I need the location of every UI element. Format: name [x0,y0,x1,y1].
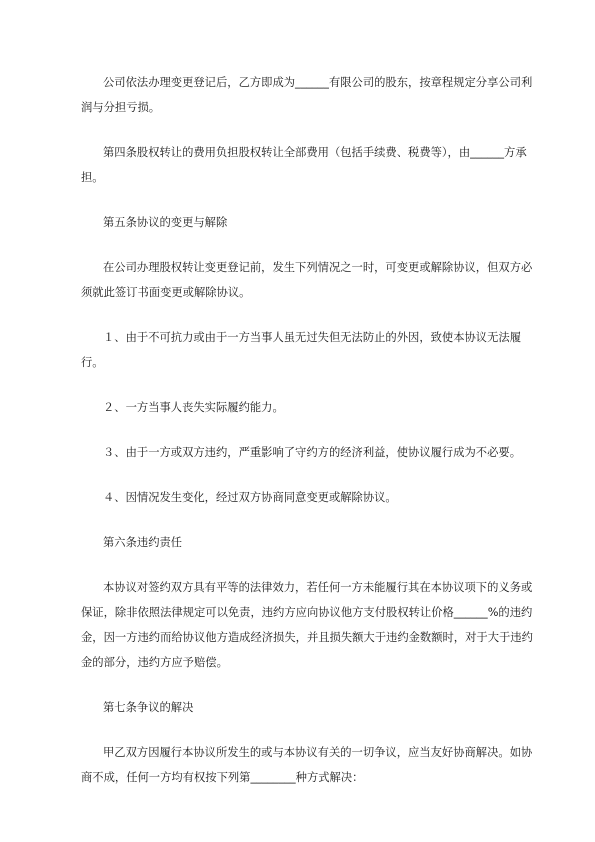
paragraph-shareholder-registration: 公司依法办理变更登记后，乙方即成为______有限公司的股东，按章程规定分享公司利润与分担亏损。 [81,76,533,114]
heading-article-7: 第七条争议的解决 [103,701,194,714]
list-item-2: ２、一方当事人丧失实际履约能力。 [103,401,284,414]
list-item-3: ３、由于一方或双方违约，严重影响了守约方的经济利益，使协议履行成为不必要。 [103,446,521,459]
paragraph-article-6-liability: 本协议对签约双方具有平等的法律效力，若任何一方未能履行其在本协议项下的义务或保证，除非依照法律规定可以免责，违约方应向协议他方支付股权转让价格______%的违约金，因一方违约而给协议他方造成经济损失，并且损失额大于违约金数额时，对于大于违约金的部分，违约方应予赔偿。 [81,581,533,669]
heading-article-5: 第五条协议的变更与解除 [103,216,228,229]
list-item-4: ４、因情况发生变化，经过双方协商同意变更或解除协议。 [103,491,397,504]
list-item-1: １、由于不可抗力或由于一方当事人虽无过失但无法防止的外因，致使本协议无法履行。 [81,331,521,369]
document-body [81,70,533,790]
paragraph-article-4-fees: 第四条股权转让的费用负担股权转让全部费用（包括手续费、税费等），由______方承担。 [81,146,527,184]
paragraph-article-7-disputes: 甲乙双方因履行本协议所发生的或与本协议有关的一切争议，应当友好协商解决。如协商不成，任何一方均有权按下列第________种方式解决： [81,746,533,784]
paragraph-article-5-intro: 在公司办理股权转让变更登记前，发生下列情况之一时，可变更或解除协议，但双方必须就此签订书面变更或解除协议。 [81,261,533,299]
heading-article-6: 第六条违约责任 [103,536,183,549]
